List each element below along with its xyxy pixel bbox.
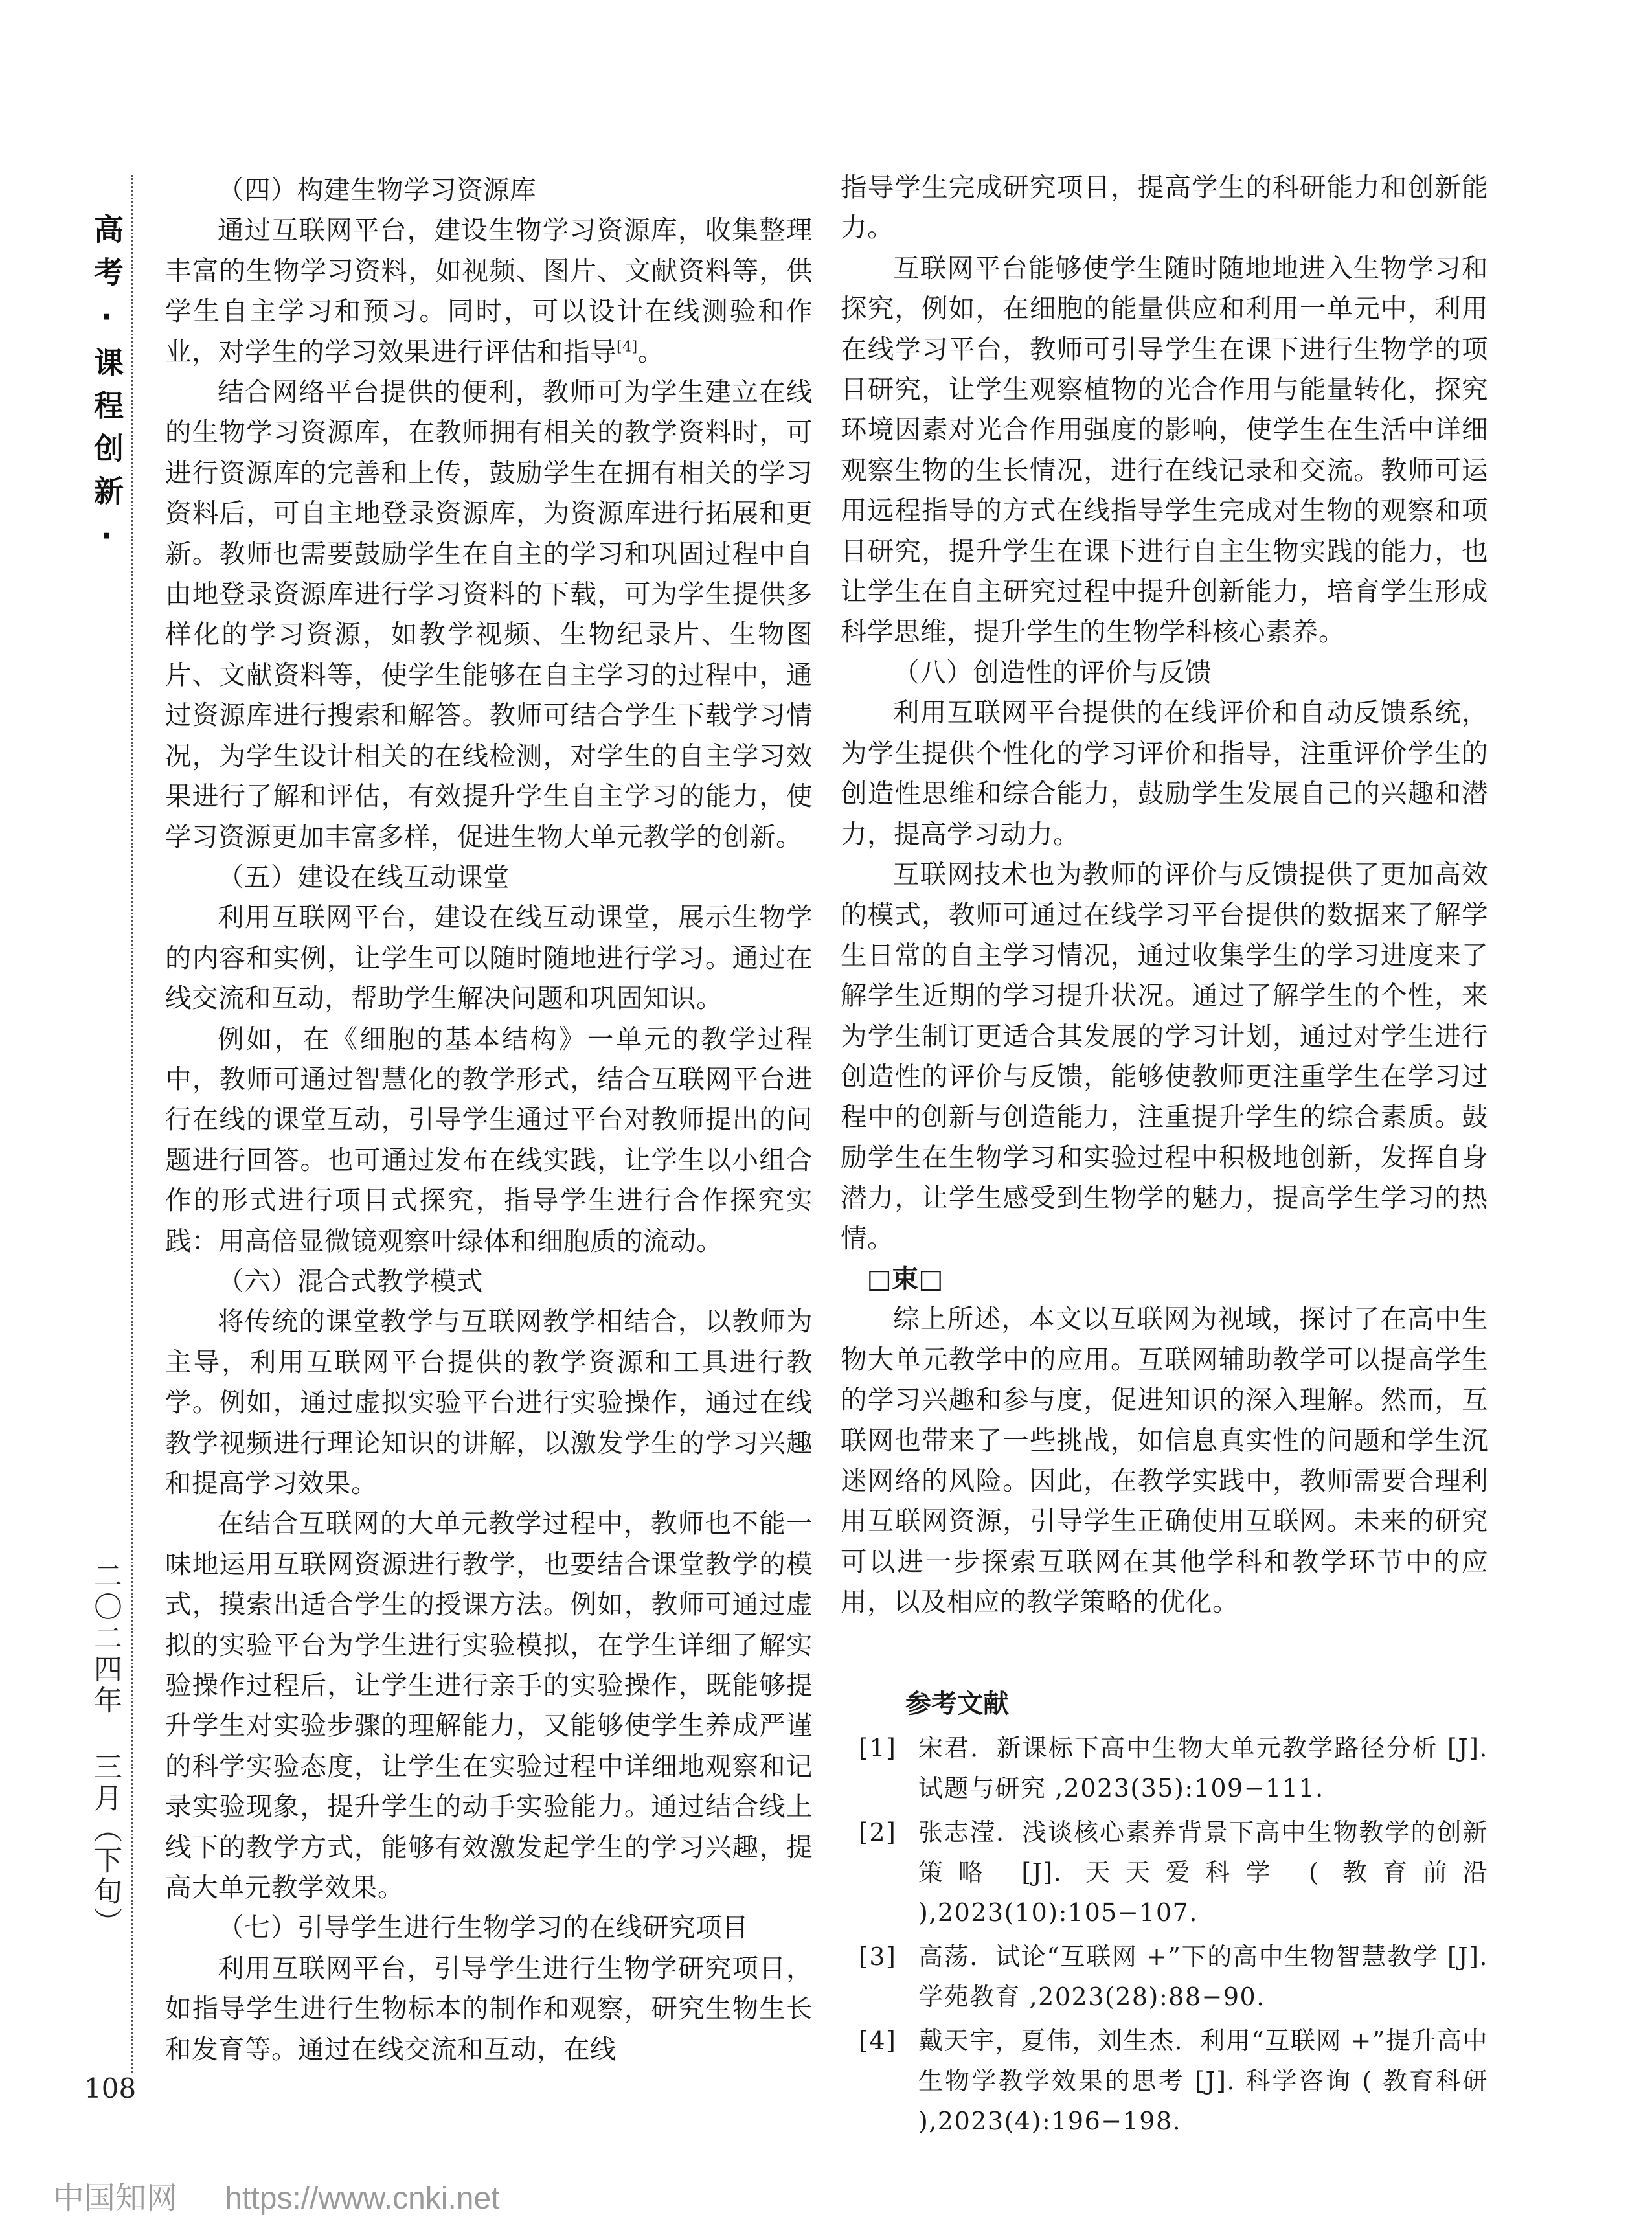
paragraph — [165, 1503, 813, 1907]
watermark-brand: 中国知网 — [53, 2181, 178, 2216]
paragraph-continuation — [841, 167, 1488, 248]
reference-number: [3] — [859, 1942, 897, 1971]
paragraph-text: 指导学生完成研究项目，提高学生的科研能力和创新能力。 — [841, 172, 1488, 244]
citation-marker: [4] — [617, 339, 638, 356]
paragraph-text: 互联网平台能够使学生随时随地地进入生物学习和探究，例如，在细胞的能量供应和利用一单元中，利用在线学习平台，教师可引导学生在课下进行生物学的项目研究，让学生观察植物的光合作用与能量转化，探究环境因素对光合作用强度的影响，使学生在生活中详细观察生物的生长情况，进行在线记录和交流。教师可运用远程指导的方式在线指导学生完成对生物的观察和项目研究，提升学生在课下进行自主生物实践的能力，也让学生在自主研究过程中提升创新能力，培育学生形成科学思维，提升学生的生物学科核心素养。 — [841, 252, 1488, 648]
paragraph — [841, 854, 1488, 1258]
right-column-body — [841, 167, 1488, 1622]
reference-text: 戴天宇，夏伟，刘生杰．利用“互联网 +”提升高中生物学教学效果的思考 [J]. 科学咨询 ( 教育科研 ),2023(4):196−198. — [918, 2026, 1488, 2135]
paragraph-text: 利用互联网平台，建设在线互动课堂，展示生物学的内容和实例，让学生可以随时随地进行学习。通过在线交流和互动，帮助学生解决问题和巩固知识。 — [165, 902, 813, 1014]
paragraph-text: （八）创造性的评价与反馈 — [893, 656, 1212, 688]
left-column — [165, 170, 813, 2069]
paragraph — [165, 372, 813, 857]
paragraph-text: 互联网技术也为教师的评价与反馈提供了更加高效的模式，教师可通过在线学习平台提供的数据来了解学生日常的自主学习情况，通过收集学生的学习进度来了解学生近期的学习提升状况。通过了解学生的个性，来为学生制订更适合其发展的学习计划，通过对学生进行创造性的评价与反馈，能够使教师更注重学生在学习过程中的创新与创造能力，注重提升学生的综合素质。鼓励学生在生物学习和实验过程中积极地创新，发挥自身潜力，让学生感受到生物学的魅力，提高学生学习的热情。 — [841, 858, 1488, 1254]
paragraph-text: （四）构建生物学习资源库 — [218, 174, 536, 205]
paragraph-text: （五）建设在线互动课堂 — [218, 861, 510, 892]
section-heading — [165, 857, 813, 897]
reference-item — [841, 2021, 1488, 2141]
section-heading — [165, 1907, 813, 1948]
journal-sidebar — [78, 175, 137, 2104]
paragraph-text: 将传统的课堂教学与互联网教学相结合，以教师为主导，利用互联网平台提供的教学资源和工具进行教学。例如，通过虚拟实验平台进行实验操作，通过在线教学视频进行理论知识的讲解，以激发学生的学习兴趣和提高学习效果。 — [165, 1306, 813, 1499]
paragraph-text: 综上所述，本文以互联网为视域，探讨了在高中生物大单元教学中的应用。互联网辅助教学可以提高学生的学习兴趣和参与度，促进知识的深入理解。然而，互联网也带来了一些挑战，如信息真实性的问题和学生沉迷网络的风险。因此，在教学实践中，教师需要合理利用互联网资源，引导学生正确使用互联网。未来的研究可以进一步探索互联网在其他学科和教学环节中的应用，以及相应的教学策略的优化。 — [841, 1303, 1488, 1618]
paragraph-text: （六）混合式教学模式 — [218, 1265, 483, 1297]
reference-item — [841, 1812, 1488, 1933]
paragraph-text: 在结合互联网的大单元教学过程中，教师也不能一味地运用互联网资源进行教学，也要结合课堂教学的模式，摸索出适合学生的授课方法。例如，教师可通过虚拟的实验平台为学生进行实验模拟，在学生详细了解实验操作过程后，让学生进行亲手的实验操作，既能够提升学生对实验步骤的理解能力，又能够使学生养成严谨的科学实验态度，让学生在实验过程中详细地观察和记录实验现象，提升学生的动手实验能力。通过结合线上线下的教学方式，能够有效激发起学生的学习兴趣，提高大单元教学效果。 — [165, 1508, 813, 1903]
references-title: 参考文献 — [905, 1688, 1009, 1719]
paragraph-text: 利用互联网平台，引导学生进行生物学研究项目，如指导学生进行生物标本的制作和观察，研究生物生长和发育等。通过在线交流和互动，在线 — [165, 1952, 813, 2065]
right-column — [841, 167, 1488, 2141]
paragraph — [165, 1948, 813, 2069]
watermark-url[interactable]: https://www.cnki.net — [225, 2181, 500, 2216]
paragraph — [165, 1301, 813, 1503]
references-list — [841, 1728, 1488, 2141]
paragraph — [841, 692, 1488, 854]
reference-item — [841, 1728, 1488, 1808]
section-heading — [165, 170, 813, 210]
paragraph-text: 例如，在《细胞的基本结构》一单元的教学过程中，教师可通过智慧化的教学形式，结合互联网平台进行在线的课堂互动，引导学生通过平台对教师提出的问题进行回答。也可通过发布在线实践，让学生以小组合作的形式进行项目式探究，指导学生进行合作探究实践：用高倍显微镜观察叶绿体和细胞质的流动。 — [165, 1023, 813, 1256]
issue-date: 二〇二四年 三月（下旬） — [89, 1561, 122, 1938]
summary-label — [841, 1258, 1488, 1299]
section-heading — [841, 652, 1488, 692]
reference-text: 高荡．试论“互联网 +”下的高中生物智慧教学 [J]. 学苑教育 ,2023(28):88−90. — [918, 1942, 1488, 2011]
paragraph — [165, 210, 813, 372]
paragraph-text: 利用互联网平台提供的在线评价和自动反馈系统，为学生提供个性化的学习评价和指导，注重评价学生的创造性思维和综合能力，鼓励学生发展自己的兴趣和潜力，提高学习动力。 — [841, 697, 1488, 850]
reference-text: 宋君．新课标下高中生物大单元教学路径分析 [J]. 试题与研究 ,2023(35):109−111. — [918, 1733, 1488, 1802]
cnki-watermark — [53, 2173, 500, 2218]
reference-item — [841, 1936, 1488, 2017]
sidebar-divider — [131, 175, 133, 2073]
paragraph — [841, 1299, 1488, 1622]
page-number: 108 — [84, 2073, 137, 2104]
reference-text: 张志滢．浅谈核心素养背景下高中生物教学的创新策略 [J]. 天天爱科学 ( 教育前沿 ),2023(10):105−107. — [918, 1817, 1488, 1927]
reference-number: [2] — [859, 1817, 897, 1846]
paragraph — [165, 897, 813, 1018]
paragraph-text: □束□ — [866, 1262, 944, 1294]
paragraph — [841, 248, 1488, 652]
paragraph — [165, 1019, 813, 1261]
paragraph-text: （七）引导学生进行生物学习的在线研究项目 — [218, 1912, 749, 1944]
reference-number: [4] — [859, 2026, 897, 2055]
journal-name: 高考·课程创新· — [89, 214, 124, 566]
paragraph-text: 结合网络平台提供的便利，教师可为学生建立在线的生物学习资源库，在教师拥有相关的教学资料时，可进行资源库的完善和上传，鼓励学生在拥有相关的学习资料后，可自主地登录资源库，为资源库进行拓展和更新。教师也需要鼓励学生在自主的学习和巩固过程中自由地登录资源库进行学习资料的下载，可为学生提供多样化的学习资源，如教学视频、生物纪录片、生物图片、文献资料等，使学生能够在自主学习的过程中，通过资源库进行搜索和解答。教师可结合学生下载学习情况，为学生设计相关的在线检测，对学生的自主学习效果进行了解和评估，有效提升学生自主学习的能力，使学习资源更加丰富多样，促进生物大单元教学的创新。 — [165, 376, 813, 852]
paragraph-tail: 。 — [637, 335, 664, 367]
section-heading — [165, 1261, 813, 1301]
reference-number: [1] — [859, 1733, 897, 1762]
paragraph-text: 通过互联网平台，建设生物学习资源库，收集整理丰富的生物学习资料，如视频、图片、文献资料等，供学生自主学习和预习。同时，可以设计在线测验和作业，对学生的学习效果进行评估和指导 — [165, 214, 813, 367]
